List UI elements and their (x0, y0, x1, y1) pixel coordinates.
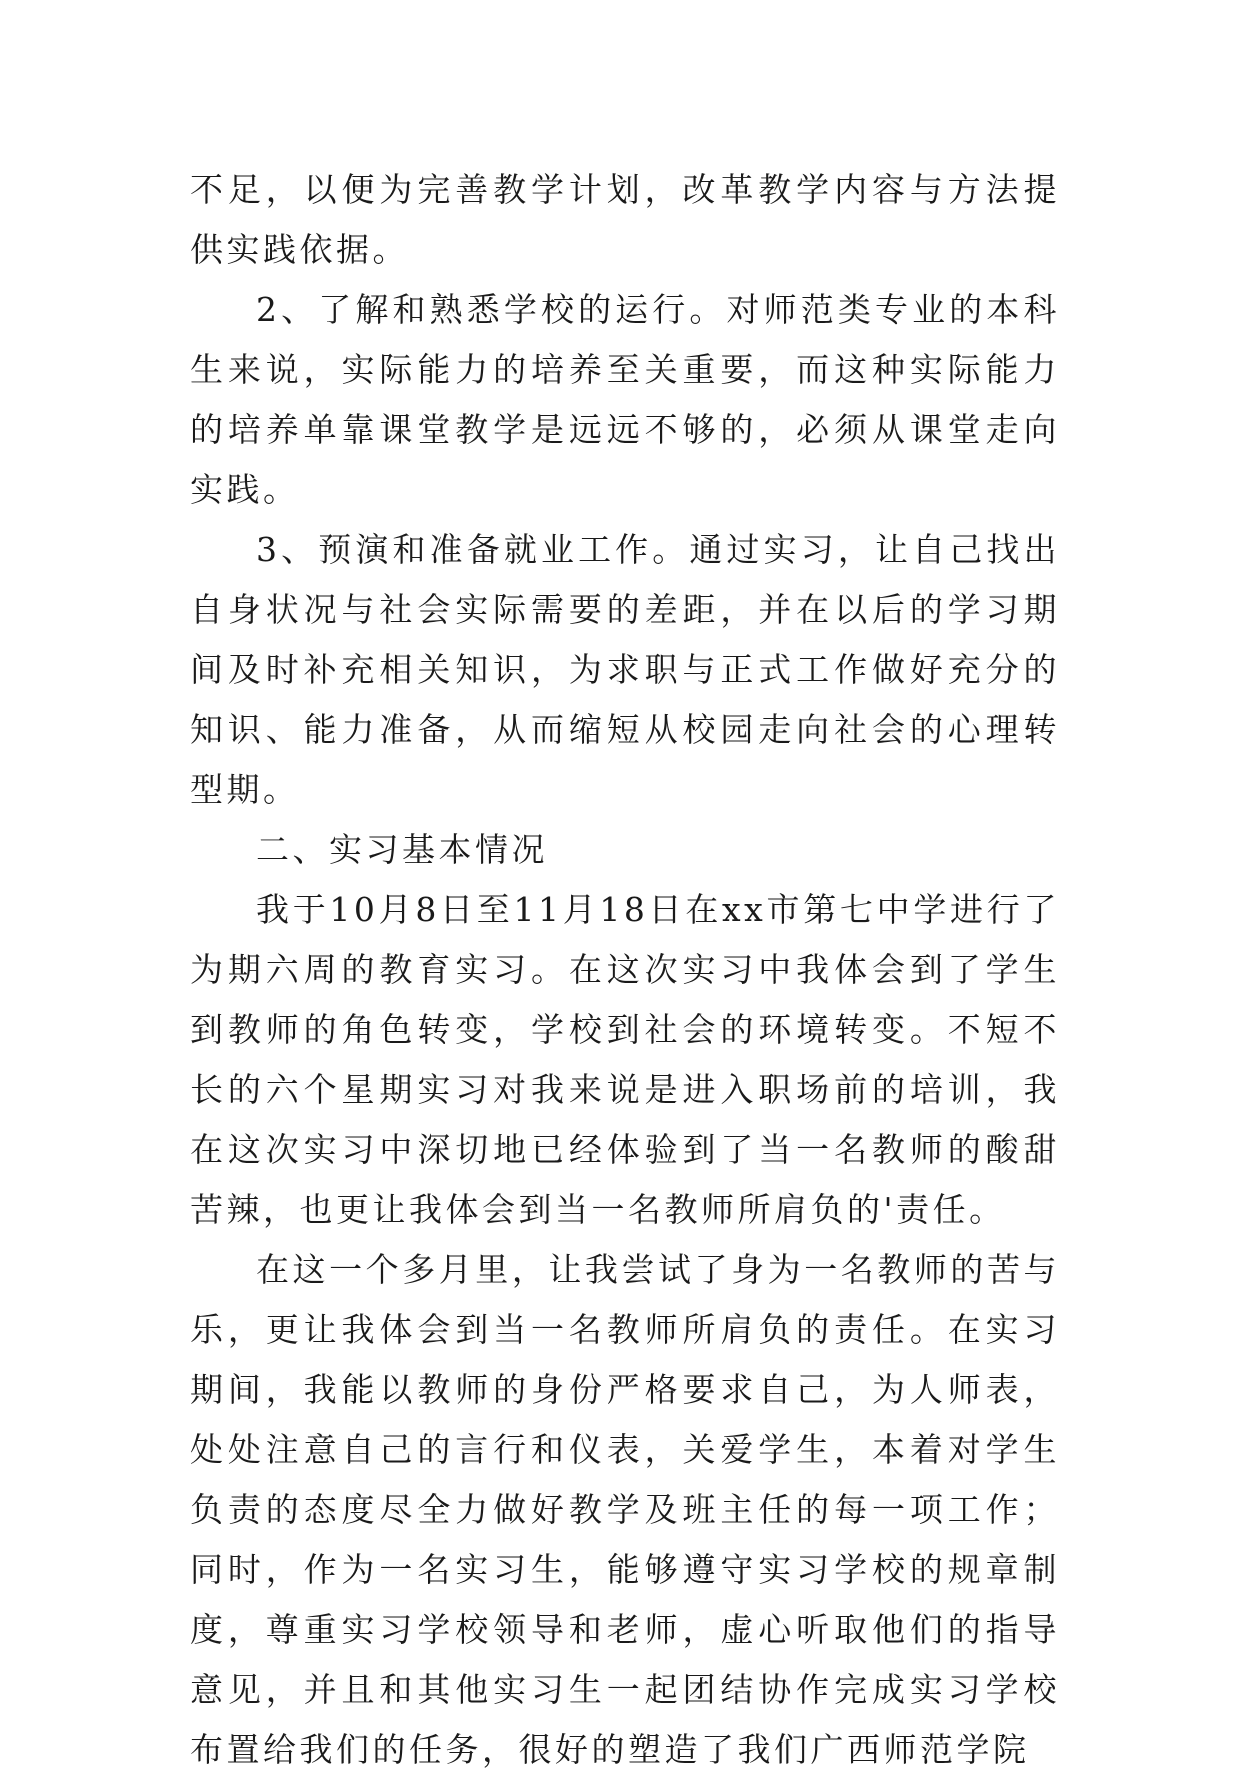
paragraph-internship-experience: 在这一个多月里，让我尝试了身为一名教师的苦与乐，更让我体会到当一名教师所肩负的责任。在实习期间，我能以教师的身份严格要求自己，为人师表，处处注意自己的言行和仪表，关爱学生，本着对学生负责的态度尽全力做好教学及班主任的每一项工作；同时，作为一名实习生，能够遵守实习学校的规章制度，尊重实习学校领导和老师，虚心听取他们的指导意见，并且和其他实习生一起团结协作完成实习学校布置给我们的任务，很好的塑造了我们广西师范学院 (190, 1250, 1060, 1769)
paragraph-item-2: 2、了解和熟悉学校的运行。对师范类专业的本科生来说，实际能力的培养至关重要，而这种实际能力的培养单靠课堂教学是远远不够的，必须从课堂走向实践。 (190, 290, 1060, 509)
paragraph-continuation: 不足，以便为完善教学计划，改革教学内容与方法提供实践依据。 (190, 170, 1060, 269)
paragraph-item-3: 3、预演和准备就业工作。通过实习，让自己找出自身状况与社会实际需要的差距，并在以后的学习期间及时补充相关知识，为求职与正式工作做好充分的知识、能力准备，从而缩短从校园走向社会的心理转型期。 (190, 530, 1060, 809)
section-heading: 二、实习基本情况 (256, 830, 548, 869)
paragraph-internship-overview: 我于10月8日至11月18日在xx市第七中学进行了为期六周的教育实习。在这次实习中我体会到了学生到教师的角色转变，学校到社会的环境转变。不短不长的六个星期实习对我来说是进入职场前的培训，我在这次实习中深切地已经体验到了当一名教师的酸甜苦辣，也更让我体会到当一名教师所肩负的'责任。 (190, 890, 1060, 1229)
document-page (190, 160, 1060, 1780)
